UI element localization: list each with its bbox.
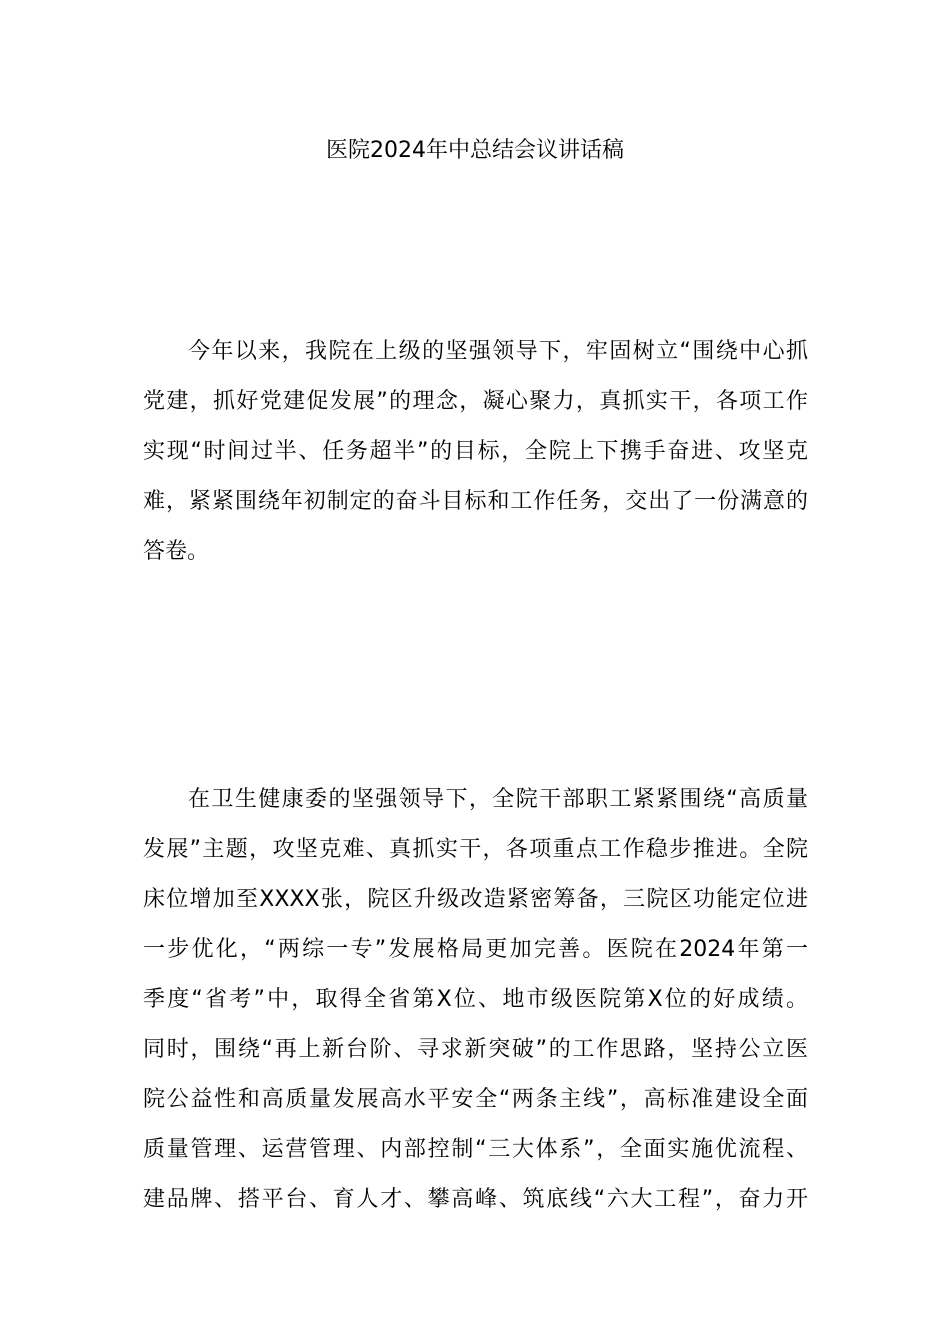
paragraph-line: 在卫生健康委的坚强领导下，全院干部职工紧紧围绕“高质量 bbox=[188, 787, 808, 812]
paragraph-line: 发展”主题，攻坚克难、真抓实干，各项重点工作稳步推进。全院 bbox=[143, 837, 808, 862]
paragraph-line: 同时，围绕“再上新台阶、寻求新突破”的工作思路，坚持公立医 bbox=[143, 1037, 808, 1062]
paragraph-line: 季度“省考”中，取得全省第X位、地市级医院第X位的好成绩。 bbox=[143, 987, 808, 1012]
paragraph-2 bbox=[143, 775, 808, 1225]
paragraph-line: 院公益性和高质量发展高水平安全“两条主线”，高标准建设全面 bbox=[143, 1087, 808, 1112]
paragraph-line: 质量管理、运营管理、内部控制“三大体系”，全面实施优流程、 bbox=[143, 1137, 808, 1162]
paragraph-line: 今年以来，我院在上级的坚强领导下，牢固树立“围绕中心抓 bbox=[188, 339, 808, 364]
paragraph-line: 床位增加至XXXX张，院区升级改造紧密筹备，三院区功能定位进 bbox=[143, 887, 808, 912]
paragraph-1 bbox=[143, 327, 808, 577]
paragraph-line: 党建，抓好党建促发展”的理念，凝心聚力，真抓实干，各项工作 bbox=[143, 389, 808, 414]
paragraph-line: 建品牌、搭平台、育人才、攀高峰、筑底线“六大工程”，奋力开 bbox=[143, 1187, 808, 1212]
paragraph-line: 一步优化，“两综一专”发展格局更加完善。医院在2024年第一 bbox=[143, 937, 808, 962]
paragraph-line: 难，紧紧围绕年初制定的奋斗目标和工作任务，交出了一份满意的 bbox=[143, 489, 808, 514]
document-title: 医院2024年中总结会议讲话稿 bbox=[326, 138, 624, 163]
paragraph-line: 实现“时间过半、任务超半”的目标，全院上下携手奋进、攻坚克 bbox=[143, 439, 808, 464]
paragraph-line: 答卷。 bbox=[143, 539, 210, 564]
